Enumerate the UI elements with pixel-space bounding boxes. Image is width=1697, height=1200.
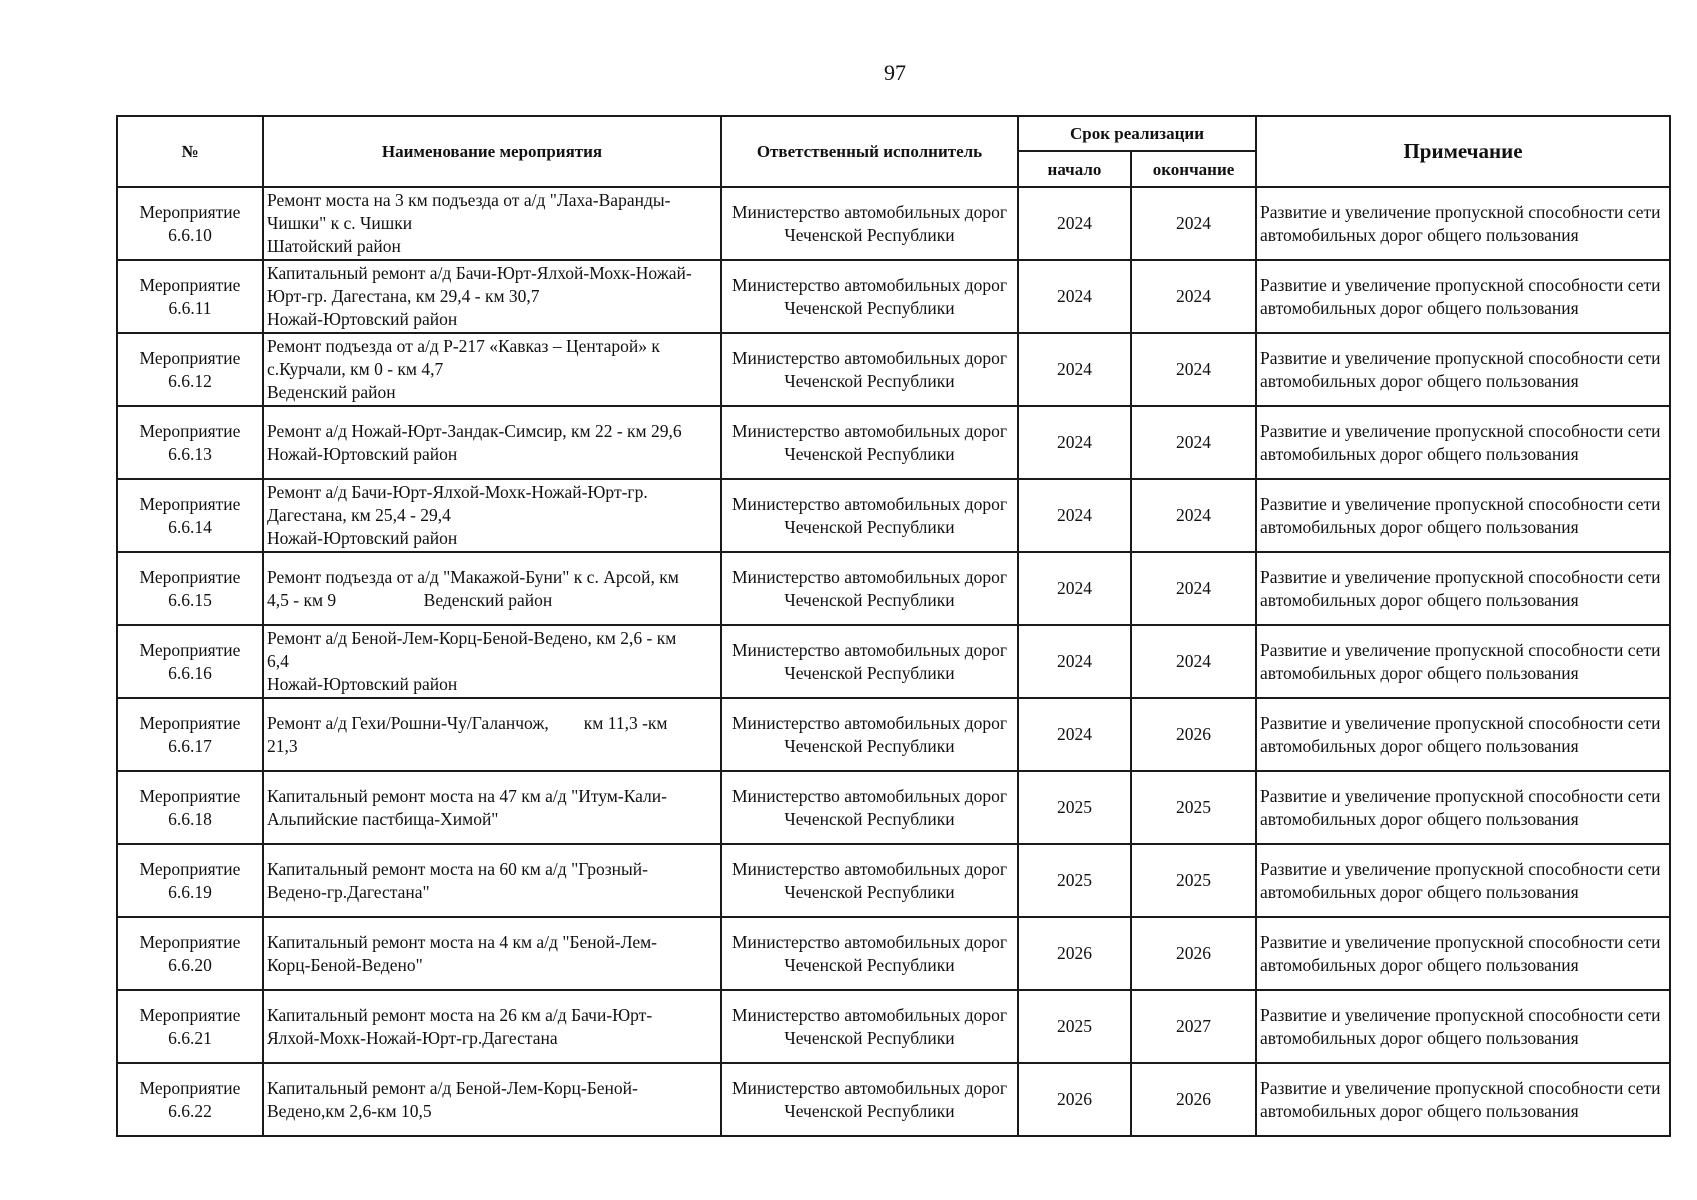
measure-name-line: Капитальный ремонт моста на 4 км а/д "Беной-Лем- <box>267 931 658 952</box>
responsible-executor: Министерство автомобильных дорог Чеченской Республики <box>721 771 1018 844</box>
table-header <box>117 116 1670 187</box>
measure-name-line: Чишки" к с. Чишки <box>267 213 413 233</box>
table-row <box>117 333 1670 406</box>
measure-number: Мероприятие 6.6.22 <box>117 1063 263 1136</box>
measure-name <box>263 406 721 479</box>
end-year: 2027 <box>1131 990 1256 1063</box>
start-year: 2024 <box>1018 406 1131 479</box>
start-year: 2025 <box>1018 771 1131 844</box>
measure-name-line: 6,4 <box>267 651 289 671</box>
header-row <box>117 116 1670 151</box>
responsible-executor: Министерство автомобильных дорог Чеченской Республики <box>721 625 1018 698</box>
measure-name <box>263 187 721 260</box>
start-year: 2024 <box>1018 552 1131 625</box>
measure-name-line: с.Курчали, км 0 - км 4,7 <box>267 359 444 379</box>
end-year: 2024 <box>1131 406 1256 479</box>
table-row <box>117 260 1670 333</box>
measure-name <box>263 1063 721 1136</box>
measure-name-line: Ялхой-Мохк-Ножай-Юрт-гр.Дагестана <box>267 1027 558 1048</box>
measure-number: Мероприятие 6.6.10 <box>117 187 263 260</box>
measure-name-line: Капитальный ремонт а/д Беной-Лем-Корц-Беной- <box>267 1077 638 1098</box>
end-year: 2024 <box>1131 625 1256 698</box>
end-year: 2026 <box>1131 917 1256 990</box>
start-year: 2025 <box>1018 844 1131 917</box>
measure-name-line: Капитальный ремонт моста на 60 км а/д "Грозный- <box>267 858 648 879</box>
measure-name-line: Ремонт а/д Беной-Лем-Корц-Беной-Ведено, км 2,6 - км <box>267 628 677 648</box>
measure-number: Мероприятие 6.6.15 <box>117 552 263 625</box>
measure-name <box>263 625 721 698</box>
responsible-executor: Министерство автомобильных дорог Чеченской Республики <box>721 552 1018 625</box>
table-row <box>117 698 1670 771</box>
measure-name-line: Ремонт подъезда от а/д Р-217 «Кавказ – Центарой» к <box>267 336 660 356</box>
responsible-executor: Министерство автомобильных дорог Чеченской Республики <box>721 698 1018 771</box>
table-body <box>117 187 1670 1136</box>
start-year: 2024 <box>1018 479 1131 552</box>
start-year: 2024 <box>1018 187 1131 260</box>
measure-name-line: Ремонт моста на 3 км подъезда от а/д "Лаха-Варанды- <box>267 190 671 210</box>
measure-name <box>263 479 721 552</box>
measure-name <box>263 260 721 333</box>
measure-name-line: Ножай-Юртовский район <box>267 309 458 329</box>
measure-name-line: Капитальный ремонт а/д Бачи-Юрт-Ялхой-Мохк-Ножай- <box>267 263 692 283</box>
note: Развитие и увеличение пропускной способности сети автомобильных дорог общего пользования <box>1256 333 1670 406</box>
measure-name <box>263 698 721 771</box>
start-year: 2024 <box>1018 333 1131 406</box>
measure-name-line: Ножай-Юртовский район <box>267 443 458 464</box>
table-row <box>117 187 1670 260</box>
measure-name-line: Веденский район <box>267 382 396 402</box>
table-row <box>117 844 1670 917</box>
measure-name <box>263 771 721 844</box>
header-num: № <box>117 116 263 187</box>
end-year: 2026 <box>1131 1063 1256 1136</box>
table-row <box>117 1063 1670 1136</box>
measure-name-line: Ведено-гр.Дагестана" <box>267 881 430 902</box>
measure-name-line: Ремонт подъезда от а/д "Макажой-Буни" к с. Арсой, км <box>267 566 679 587</box>
measure-name-line: 21,3 <box>267 735 298 756</box>
note: Развитие и увеличение пропускной способности сети автомобильных дорог общего пользования <box>1256 406 1670 479</box>
responsible-executor: Министерство автомобильных дорог Чеченской Республики <box>721 406 1018 479</box>
start-year: 2024 <box>1018 698 1131 771</box>
start-year: 2024 <box>1018 260 1131 333</box>
measure-number: Мероприятие 6.6.18 <box>117 771 263 844</box>
measure-name-line: 4,5 - км 9 Веденский район <box>267 589 553 610</box>
measure-name-line: Дагестана, км 25,4 - 29,4 <box>267 505 451 525</box>
start-year: 2026 <box>1018 917 1131 990</box>
end-year: 2025 <box>1131 844 1256 917</box>
measure-name-line: Шатойский район <box>267 236 401 256</box>
note: Развитие и увеличение пропускной способности сети автомобильных дорог общего пользования <box>1256 771 1670 844</box>
end-year: 2026 <box>1131 698 1256 771</box>
note: Развитие и увеличение пропускной способности сети автомобильных дорог общего пользования <box>1256 625 1670 698</box>
table-row <box>117 406 1670 479</box>
measure-name <box>263 917 721 990</box>
responsible-executor: Министерство автомобильных дорог Чеченской Республики <box>721 917 1018 990</box>
measure-name-line: Ремонт а/д Гехи/Рошни-Чу/Галанчож, км 11,3 -км <box>267 712 668 733</box>
measures-table <box>116 115 1671 1137</box>
measure-name-line: Ремонт а/д Бачи-Юрт-Ялхой-Мохк-Ножай-Юрт-гр. <box>267 482 648 502</box>
measure-number: Мероприятие 6.6.17 <box>117 698 263 771</box>
measure-number: Мероприятие 6.6.16 <box>117 625 263 698</box>
measure-number: Мероприятие 6.6.11 <box>117 260 263 333</box>
note: Развитие и увеличение пропускной способности сети автомобильных дорог общего пользования <box>1256 479 1670 552</box>
start-year: 2025 <box>1018 990 1131 1063</box>
note: Развитие и увеличение пропускной способности сети автомобильных дорог общего пользования <box>1256 1063 1670 1136</box>
measure-number: Мероприятие 6.6.14 <box>117 479 263 552</box>
responsible-executor: Министерство автомобильных дорог Чеченской Республики <box>721 260 1018 333</box>
table-row <box>117 990 1670 1063</box>
page-number: 97 <box>884 60 906 85</box>
measure-number: Мероприятие 6.6.19 <box>117 844 263 917</box>
measure-name <box>263 333 721 406</box>
header-name: Наименование мероприятия <box>263 116 721 187</box>
responsible-executor: Министерство автомобильных дорог Чеченской Республики <box>721 990 1018 1063</box>
measure-number: Мероприятие 6.6.21 <box>117 990 263 1063</box>
measure-number: Мероприятие 6.6.20 <box>117 917 263 990</box>
responsible-executor: Министерство автомобильных дорог Чеченской Республики <box>721 187 1018 260</box>
measure-name <box>263 990 721 1063</box>
header-end: окончание <box>1131 151 1256 187</box>
start-year: 2024 <box>1018 625 1131 698</box>
measure-number: Мероприятие 6.6.12 <box>117 333 263 406</box>
end-year: 2024 <box>1131 187 1256 260</box>
note: Развитие и увеличение пропускной способности сети автомобильных дорог общего пользования <box>1256 260 1670 333</box>
header-start: начало <box>1018 151 1131 187</box>
header-executor: Ответственный исполнитель <box>721 116 1018 187</box>
measure-number: Мероприятие 6.6.13 <box>117 406 263 479</box>
table-row <box>117 479 1670 552</box>
note: Развитие и увеличение пропускной способности сети автомобильных дорог общего пользования <box>1256 990 1670 1063</box>
measure-name-line: Ремонт а/д Ножай-Юрт-Зандак-Симсир, км 22 - км 29,6 <box>267 420 682 441</box>
note: Развитие и увеличение пропускной способности сети автомобильных дорог общего пользования <box>1256 187 1670 260</box>
measure-name-line: Ножай-Юртовский район <box>267 528 458 548</box>
end-year: 2024 <box>1131 333 1256 406</box>
measure-name-line: Капитальный ремонт моста на 26 км а/д Бачи-Юрт- <box>267 1004 653 1025</box>
header-note: Примечание <box>1256 116 1670 187</box>
start-year: 2026 <box>1018 1063 1131 1136</box>
note: Развитие и увеличение пропускной способности сети автомобильных дорог общего пользования <box>1256 917 1670 990</box>
end-year: 2024 <box>1131 260 1256 333</box>
end-year: 2024 <box>1131 552 1256 625</box>
header-term: Срок реализации <box>1018 116 1256 151</box>
table-row <box>117 771 1670 844</box>
note: Развитие и увеличение пропускной способности сети автомобильных дорог общего пользования <box>1256 698 1670 771</box>
responsible-executor: Министерство автомобильных дорог Чеченской Республики <box>721 844 1018 917</box>
end-year: 2025 <box>1131 771 1256 844</box>
measure-name-line: Юрт-гр. Дагестана, км 29,4 - км 30,7 <box>267 286 540 306</box>
note: Развитие и увеличение пропускной способности сети автомобильных дорог общего пользования <box>1256 844 1670 917</box>
measure-name-line: Корц-Беной-Ведено" <box>267 954 423 975</box>
responsible-executor: Министерство автомобильных дорог Чеченской Республики <box>721 1063 1018 1136</box>
measure-name-line: Капитальный ремонт моста на 47 км а/д "Итум-Кали- <box>267 785 667 806</box>
responsible-executor: Министерство автомобильных дорог Чеченской Республики <box>721 333 1018 406</box>
table-row <box>117 552 1670 625</box>
measure-name-line: Альпийские пастбища-Химой" <box>267 808 499 829</box>
measure-name <box>263 844 721 917</box>
end-year: 2024 <box>1131 479 1256 552</box>
responsible-executor: Министерство автомобильных дорог Чеченской Республики <box>721 479 1018 552</box>
table-row <box>117 625 1670 698</box>
measure-name <box>263 552 721 625</box>
note: Развитие и увеличение пропускной способности сети автомобильных дорог общего пользования <box>1256 552 1670 625</box>
measure-name-line: Ножай-Юртовский район <box>267 674 458 694</box>
table-row <box>117 917 1670 990</box>
measure-name-line: Ведено,км 2,6-км 10,5 <box>267 1100 432 1121</box>
